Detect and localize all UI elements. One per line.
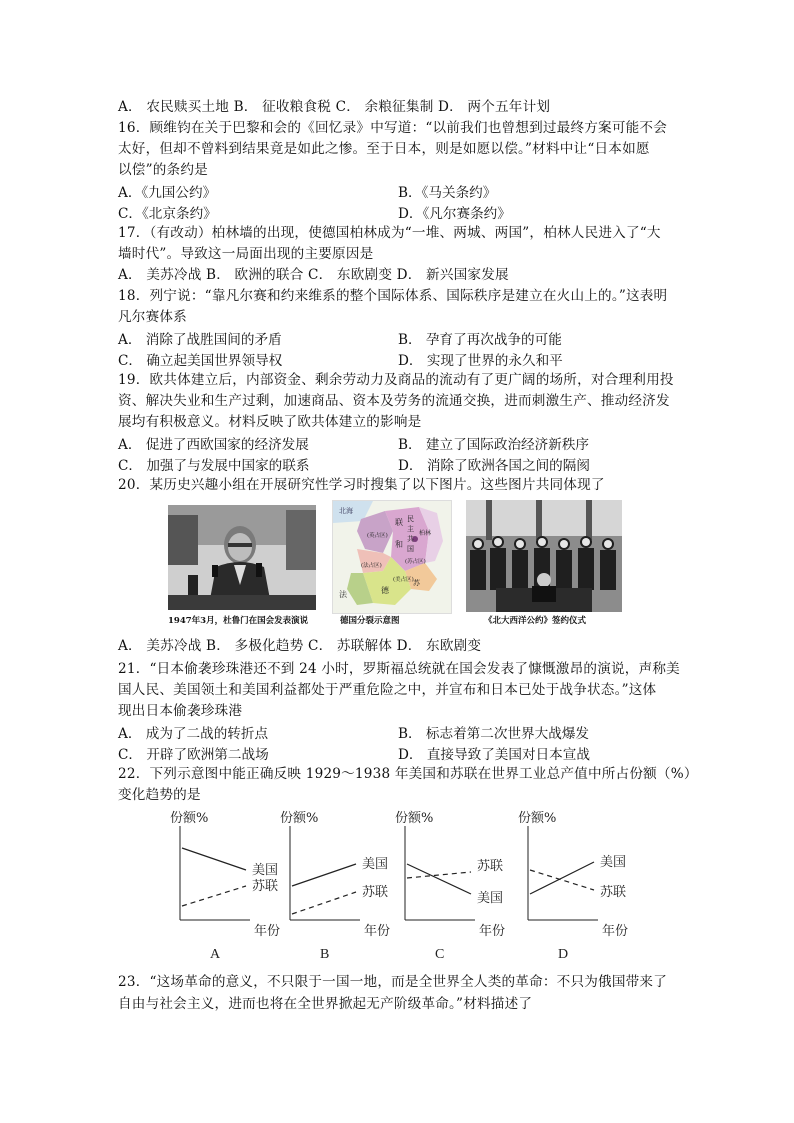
- q19-option-d: D． 消除了欧洲各国之间的隔阂: [398, 458, 590, 474]
- x-axis-label: 年份: [364, 924, 391, 939]
- ussr-series-label: 苏联: [252, 879, 279, 894]
- q18-option-d: D． 实现了世界的永久和平: [398, 353, 563, 369]
- trend-chart-c: [395, 810, 505, 962]
- nato-signing-photo: [466, 500, 622, 612]
- chart-letter: B: [320, 947, 330, 962]
- usa-series-label: 美国: [252, 863, 279, 878]
- q20-stem: 20．某历史兴趣小组在开展研究性学习时搜集了以下图片。这些图片共同体现了: [118, 477, 605, 493]
- ussr-line: [407, 872, 471, 878]
- q16-option-c: C．《北京条约》: [118, 206, 217, 222]
- y-axis-label: 份额%: [170, 811, 209, 826]
- x-axis-label: 年份: [602, 924, 629, 939]
- q16-option-d: D．《凡尔赛条约》: [398, 206, 511, 222]
- q19-option-b: B． 建立了国际政治经济新秩序: [398, 437, 590, 453]
- ussr-series-label: 苏联: [477, 859, 504, 874]
- usa-line: [407, 864, 471, 894]
- q19-option-a: A． 促进了西欧国家的经济发展: [118, 437, 309, 453]
- map-label-north-sea: 北海: [339, 507, 353, 515]
- usa-series-label: 美国: [362, 857, 389, 872]
- q18-stem-line1: 18．列宁说：“靠凡尔赛和约来维系的整个国际体系、国际秩序是建立在火山上的。”这表明: [118, 288, 668, 304]
- trend-charts: [150, 808, 650, 966]
- usa-line: [530, 862, 594, 894]
- map-label-zone-us: (美占区): [393, 577, 414, 583]
- q22-stem-line2: 变化趋势的是: [118, 787, 201, 803]
- q21-option-d: D． 直接导致了美国对日本宣战: [398, 747, 590, 763]
- map-label-guo: 国: [407, 545, 414, 553]
- q20-options: A． 美苏冷战 B． 多极化趋势 C． 苏联解体 D． 东欧剧变: [118, 638, 482, 654]
- q19-stem-line3: 展均有积极意义。材料反映了欧共体建立的影响是: [118, 414, 422, 430]
- map-label-berlin: 柏林: [419, 530, 432, 537]
- q16-stem-line3: 以偿”的条约是: [118, 162, 208, 178]
- x-axis-label: 年份: [479, 924, 506, 939]
- q17-stem-line1: 17．（有改动）柏林墙的出现，使德国柏林成为“一堆、两城、两国”，柏林人民进入了“大: [118, 225, 661, 241]
- q18-option-b: B． 孕育了再次战争的可能: [398, 332, 562, 348]
- q21-option-b: B． 标志着第二次世界大战爆发: [398, 726, 590, 742]
- usa-line: [292, 864, 356, 886]
- map-label-su: 苏: [413, 579, 420, 587]
- germany-map-caption: 德国分裂示意图: [340, 616, 400, 626]
- trend-chart-d: [518, 810, 628, 962]
- q18-stem-line2: 凡尔赛体系: [118, 309, 187, 325]
- y-axis-label: 份额%: [518, 811, 557, 826]
- chart-letter: A: [210, 947, 221, 962]
- q19-stem-line1: 19．欧共体建立后，内部资金、剩余劳动力及商品的流动有了更广阔的场所，对合理利用投: [118, 372, 674, 388]
- q17-stem-line2: 墙时代”。导致这一局面出现的主要原因是: [118, 246, 374, 262]
- q19-option-c: C． 加强了与发展中国家的联系: [118, 458, 310, 474]
- q18-option-c: C． 确立起美国世界领导权: [118, 353, 283, 369]
- q22-stem-line1: 22．下列示意图中能正确反映 1929～1938 年美国和苏联在世界工业总产值中所占份额（%）: [118, 766, 698, 782]
- y-axis-label: 份额%: [280, 811, 319, 826]
- q16-option-a: A．《九国公约》: [118, 185, 217, 201]
- usa-series-label: 美国: [477, 891, 504, 906]
- usa-line: [182, 848, 246, 870]
- q21-option-c: C． 开辟了欧洲第二战场: [118, 747, 269, 763]
- q16-stem-line2: 太好，但却不曾料到结果竟是如此之惨。至于日本，则是如愿以偿。”材料中让“日本如愿: [118, 141, 650, 157]
- q16-option-b: B．《马关条约》: [398, 185, 497, 201]
- q15-options: A． 农民赎买土地 B． 征收粮食税 C． 余粮征集制 D． 两个五年计划: [118, 99, 551, 115]
- q18-option-a: A． 消除了战胜国间的矛盾: [118, 332, 282, 348]
- q16-stem-line1: 16．顾维钧在关于巴黎和会的《回忆录》中写道：“以前我们也曾想到过最终方案可能不会: [118, 120, 668, 136]
- chart-letter: C: [435, 947, 445, 962]
- map-label-zhu: 主: [407, 525, 414, 533]
- trend-chart-b: [280, 810, 390, 962]
- q17-options: A． 美苏冷战 B． 欧洲的联合 C． 东欧剧变 D． 新兴国家发展: [118, 267, 509, 283]
- q21-stem-line1: 21．“日本偷袭珍珠港还不到 24 小时，罗斯福总统就在国会发表了慷慨激昂的演说，声称美: [118, 661, 680, 677]
- ussr-line: [530, 870, 594, 890]
- y-axis-label: 份额%: [395, 811, 434, 826]
- map-label-he: 和: [395, 540, 403, 549]
- germany-division-map: [332, 500, 452, 614]
- ussr-series-label: 苏联: [362, 885, 389, 900]
- trend-chart-a: [170, 810, 280, 962]
- ussr-line: [292, 892, 356, 914]
- map-label-fr: 法: [339, 590, 347, 599]
- chart-letter: D: [558, 947, 569, 962]
- ussr-series-label: 苏联: [600, 885, 627, 900]
- q21-stem-line3: 现出日本偷袭珍珠港: [118, 703, 243, 719]
- map-label-zone-uk: (英占区): [367, 533, 388, 539]
- nato-caption: 《北大西洋公约》签约仪式: [484, 616, 587, 626]
- q21-stem-line2: 国人民、美国领土和美国利益都处于严重危险之中，并宣布和日本已处于战争状态。”这体: [118, 682, 657, 698]
- truman-speech-photo: [168, 505, 316, 610]
- q21-option-a: A． 成为了二战的转折点: [118, 726, 269, 742]
- truman-caption: 1947年3月，杜鲁门在国会发表演说: [168, 616, 309, 626]
- map-label-zone-ussr: (苏占区): [405, 559, 426, 565]
- map-label-lian: 联: [395, 518, 403, 527]
- usa-series-label: 美国: [600, 855, 627, 870]
- q19-stem-line2: 资、解决失业和生产过剩，加速商品、资本及劳务的流通交换，进而刺激生产、推动经济发: [118, 393, 670, 409]
- map-label-zone-fr: (法占区): [361, 563, 382, 569]
- map-label-gong: 共: [407, 535, 414, 543]
- q23-stem-line1: 23．“这场革命的意义，不只限于一国一地，而是全世界全人类的革命：不只为俄国带来了: [118, 974, 668, 990]
- ussr-line: [182, 886, 246, 906]
- q23-stem-line2: 自由与社会主义，进而也将在全世界掀起无产阶级革命。”材料描述了: [118, 996, 533, 1012]
- map-label-min: 民: [407, 515, 414, 523]
- x-axis-label: 年份: [254, 924, 281, 939]
- map-label-de: 德: [381, 586, 389, 595]
